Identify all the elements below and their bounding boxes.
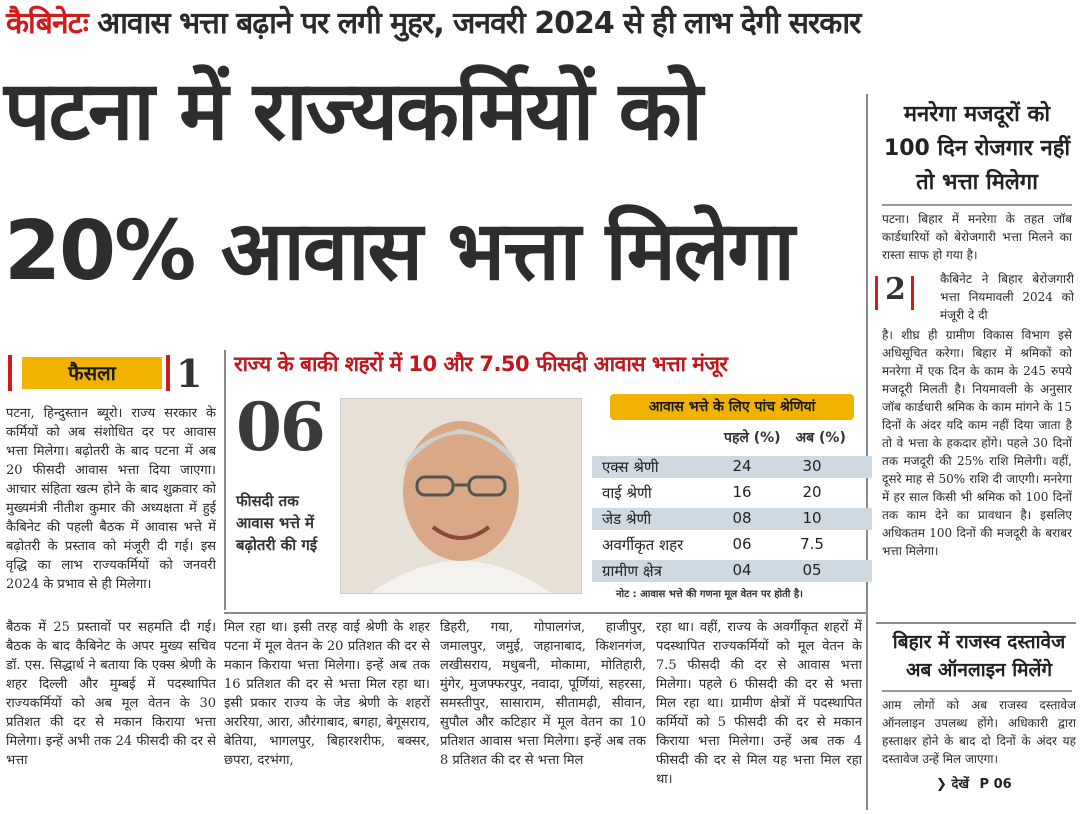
row-category: वाई श्रेणी [602,484,652,502]
sidebar-rule-2 [882,690,1072,692]
article-col1-top: पटना, हिन्दुस्तान ब्यूरो। राज्य सरकार के कर्मियों को अब संशोधित दर पर आवास भत्ता मिलेगा। बढ़ोतरी के बाद पटना में अब 20 फीसदी आवास भत्ता दिया जाएगा। आचार संहिता खत्म होने के बाद शुक्रवार को मुख्यमंत्री नीतीश कुमार की अध्यक्षता में हुई कैबिनेट की पहली बैठक में आवास भत्ते में बढ़ोतरी के प्रस्ताव को मंजूरी दी गई। इस वृद्धि का लाभ राज्यकर्मियों को जनवरी 2024 के प्रभाव से ही मिलेगा। [6,406,216,592]
column-divider-left [224,350,226,610]
row-after: 20 [802,483,822,501]
faisla-badge [6,353,216,395]
sidebar-story1-headline: मनरेगा मजदूरों को 100 दिन रोजगार नहीं तो भत्ता मिलेगा [883,102,1071,195]
kicker-text: आवास भत्ता बढ़ाने पर लगी मुहर, जनवरी 2024 से ही लाभ देगी सरकार [97,6,861,41]
sidebar-divider [876,622,1076,624]
sidebar-see-page [936,774,1076,792]
table-row [592,560,872,582]
article-col2: मिल रहा था। इसी तरह वाई श्रेणी के शहर पटना में मूल वेतन के 20 प्रतिशत की दर से मकान किराया भत्ता मिलेगा। इन्हें अब तक 16 प्रतिशत की दर से भत्ता मिल रहा था। इसी प्रकार राज्य के जेड श्रेणी के शहरों अररिया, आरा, औरंगाबाद, बगहा, बेगूसराय, बेतिया, भागलपुर, बिहारशरीफ, बक्सर, छपरा, दरभंगा, [224,620,430,768]
row-after: 7.5 [800,535,824,553]
table-note: नोट : आवास भत्ते की गणना मूल वेतन पर होती है। [616,589,803,600]
row-category: जेड श्रेणी [602,510,652,528]
row-after: 10 [802,509,822,527]
kicker-headline [6,4,1076,44]
headline-line-1: पटना में राज्यकर्मियों को [4,64,701,159]
stat-value: 06 [236,388,324,466]
table-row [592,534,872,556]
sidebar-number-badge [875,272,906,307]
article-col3: डिहरी, गया, गोपालगंज, हाजीपुर, जमालपुर, जमुई, जहानाबाद, किशनगंज, लखीसराय, मधुबनी, मोकामा, मोतिहारी, मुंगेर, मुजफ्फरपुर, नवादा, पूर्णियां, सहरसा, समस्तीपुर, सासाराम, सीतामढ़ी, सीवान, सुपौल और कटिहार में मूल वेतन का 10 प्रतिशत आवास भत्ता मिलेगा। इन्हें अब तक 8 प्रतिशत की दर से भत्ता मिल [440,620,646,768]
row-before: 08 [732,509,752,527]
badge-red-bar [8,355,12,391]
article-col1-bottom: बैठक में 25 प्रस्तावों पर सहमति दी गई। बैठक के बाद कैबिनेट के अपर मुख्य सचिव डॉ. एस. सिद्धार्थ ने बताया कि एक्स श्रेणी के शहर दिल्ली और मुम्बई में पदस्थापित राज्यकर्मियों को अब मूल वेतन के 30 प्रतिशत की दर से मकान किराया भत्ता मिलेगा। इन्हें अभी तक 24 फीसदी की दर से भत्ता [6,620,216,768]
page-ref: P 06 [979,777,1012,792]
sidebar-story2-body: आम लोगों को अब राजस्व दस्तावेज ऑनलाइन उपलब्ध होंगे। अधिकारी द्वारा हस्ताक्षर होने के बाद दो दिनों के अंदर यह दस्तावेज उन्हें मिल जाएगा। [882,698,1076,766]
table-title: आवास भत्ते के लिए पांच श्रेणियां [610,394,854,420]
sidebar-rule [882,204,1072,206]
col-after: अब (%) [795,430,846,446]
row-after: 05 [802,561,822,579]
badge-red-bar-2 [166,355,170,391]
portrait-illustration [341,399,581,593]
sub-headline: राज्य के बाकी शहरों में 10 और 7.50 फीसदी आवास भत्ता मंजूर [234,352,728,376]
badge-label: फैसला [22,357,162,389]
sidebar-story2-headline: बिहार में राजस्व दस्तावेज अब ऑनलाइन मिलेंगे [892,631,1066,681]
col-before: पहले (%) [724,430,781,446]
sidebar-number: 2 [885,272,906,307]
row-category: अवर्गीकृत शहर [602,536,684,554]
sidebar-story1-body: है। शीघ्र ही ग्रामीण विकास विभाग इसे अधिसूचित करेगा। बिहार में श्रमिकों को मनरेगा में एक दिन के काम के 245 रुपये मजदूरी मिलती है। नियमावली के अनुसार जॉब कार्डधारी श्रमिक के काम मांगने के 15 दिनों के अंदर यदि काम नहीं दिया जाता है तो वे भत्ता के हकदार होंगे। पहले 30 दिनों तक मजदूरी की 25% राशि मिलेगी। वहीं, दूसरे माह से 50% राशि दी जाएगी। मनरेगा में हर साल किसी भी श्रमिक को 100 दिनों तक काम देने का प्रावधान है। इसलिए अधिकतम 100 दिनों की मजदूरी के बराबर भत्ता मिलेगा। [882,328,1072,558]
table-row [592,456,872,478]
cm-photo [340,398,582,594]
sidebar-story1-intro: पटना। बिहार में मनरेगा के तहत जॉब कार्डधारियों को बेरोजगारी भत्ता मिलने का रास्ता साफ हो गया है। [882,212,1072,262]
table-row [592,508,872,530]
see-arrow-icon: ❯ [936,777,947,792]
badge-number: 1 [176,351,203,396]
section-divider [224,612,866,614]
article-col4: रहा था। वहीं, राज्य के अवर्गीकृत शहरों में पदस्थापित राज्यकर्मियों को मूल वेतन के 7.5 फीसदी की दर से आवास भत्ता मिलेगा। पहले 6 फीसदी की दर से भत्ता मिल रहा था। ग्रामीण क्षेत्रों में पदस्थापित कर्मियों को 5 फीसदी की दर से मकान किराया भत्ता मिलेगा। उन्हें अब तक 4 फीसदी की दर से मिल यह भत्ता मिल रहा था। [656,620,862,787]
row-category: ग्रामीण क्षेत्र [602,562,662,580]
table-columns [724,428,874,447]
row-before: 06 [732,535,752,553]
see-label: देखें [951,777,969,792]
stat-caption: फीसदी तक आवास भत्ते में बढ़ोतरी की गई [236,492,318,554]
sidebar-story1-lead: कैबिनेट ने बिहार बेरोजगारी भत्ता नियमावली 2024 को मंजूरी दे दी [940,272,1074,322]
kicker-label: कैबिनेटः [6,6,88,41]
headline-line-2: 20% आवास भत्ता मिलेगा [4,204,793,299]
row-after: 30 [802,457,822,475]
row-before: 24 [732,457,752,475]
row-before: 04 [732,561,752,579]
row-before: 16 [732,483,752,501]
table-row [592,482,872,504]
column-divider-sidebar [866,94,868,810]
row-category: एक्स श्रेणी [602,458,659,476]
